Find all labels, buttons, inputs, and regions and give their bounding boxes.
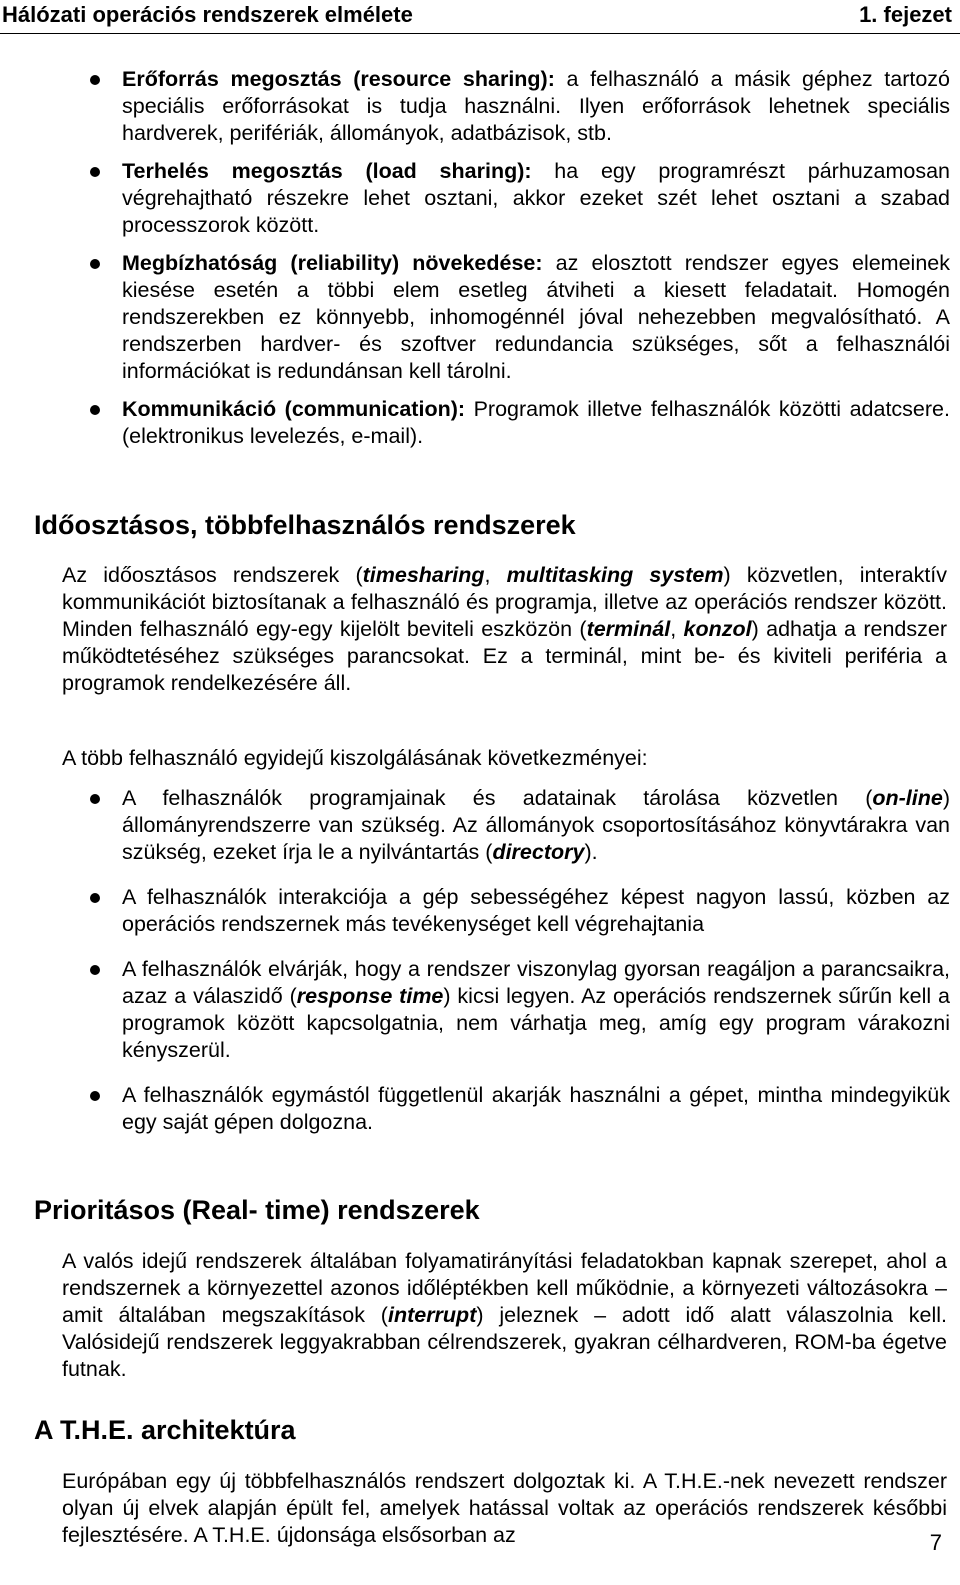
paragraph-consequences-intro: A több felhasználó egyidejű kiszolgálásának következményei: [62, 746, 648, 770]
bullet-icon [90, 794, 100, 804]
list-item: Terhelés megosztás (load sharing): ha egy programrészt párhuzamosan végrehajtható részekre lehet osztani, akkor ezeket szét lehet osztani a szabad processzorok között. [90, 158, 950, 239]
document-title: Hálózati operációs rendszerek elmélete [2, 2, 413, 27]
paragraph-timesharing: Az időosztásos rendszerek (timesharing, multitasking system) közvetlen, interaktív kommunikációt biztosítanak a felhasználó és programja, illetve az operációs rendszer között. Minden felhasználó egy-egy kijelölt beviteli eszközön (terminál, konzol) adhatja a rendszer működtetéséhez szükséges parancsokat. Ez a terminál, mint be- és kiviteli periféria a programok rendelkezésére áll. [62, 563, 948, 695]
list-item: Megbízhatóság (reliability) növekedése: az elosztott rendszer egyes elemeinek kiesése esetén a többi elem esetleg átviheti a kiesett feladatait. Homogén rendszerekben ez könnyebb, inhomogénnél jóval nehezebben megvalósítható. A rendszerben hardver- és szoftver redundancia szükséges, sőt a felhasználói információkat is redundánsan kell tárolni. [90, 250, 950, 385]
bullet-icon [90, 405, 100, 415]
feature-list [90, 66, 950, 461]
section-heading-the: A T.H.E. architektúra [34, 1415, 296, 1445]
bullet-icon [90, 167, 100, 177]
page-header [0, 0, 960, 34]
bullet-icon [90, 893, 100, 903]
paragraph-the: Európában egy új többfelhasználós rendszert dolgoztak ki. A T.H.E.-nek nevezett rendszer olyan új elvek alapján épült fel, amelyek hatással voltak az operációs rendszerek későbbi fejlesztésére. A T.H.E. újdonsága elsősorban az [62, 1469, 947, 1547]
list-item: Erőforrás megosztás (resource sharing): a felhasználó a másik géphez tartozó speciális erőforrásokat is tudja használni. Ilyen erőforrások lehetnek speciális hardverek, perifériák, állományok, adatbázisok, stb. [90, 66, 950, 147]
list-item: A felhasználók programjainak és adatainak tárolása közvetlen (on-line) állományrendszerre van szükség. Az állományok csoportosításához könyvtárakra van szükség, ezeket írja le a nyilvántartás (directory). [90, 785, 950, 866]
list-item: A felhasználók interakciója a gép sebességéhez képest nagyon lassú, közben az operációs rendszernek más tevékenységet kell végrehajtania [90, 884, 950, 938]
section-heading-timesharing: Időosztásos, többfelhasználós rendszerek [34, 510, 576, 540]
chapter-label: 1. fejezet [859, 2, 952, 27]
section-heading-realtime: Prioritásos (Real- time) rendszerek [34, 1195, 480, 1225]
bullet-icon [90, 75, 100, 85]
consequences-list [90, 785, 950, 1154]
bullet-icon [90, 1091, 100, 1101]
paragraph-realtime: A valós idejű rendszerek általában folyamatirányítási feladatokban kapnak szerepet, ahol a rendszernek a környezettel azonos időléptékben kell működnie, a környezeti változásokra – amit általában megszakítások (interrupt) jeleznek – adott idő alatt válaszolnia kell. Valósidejű rendszerek leggyakrabban célrendszerek, gyakran célhardveren, ROM-ba égetve futnak. [62, 1249, 947, 1381]
page-number: 7 [929, 1530, 942, 1555]
bullet-icon [90, 965, 100, 975]
list-item: A felhasználók egymástól függetlenül akarják használni a gépet, mintha mindegyikük egy saját gépen dolgozna. [90, 1082, 950, 1136]
list-item: A felhasználók elvárják, hogy a rendszer viszonylag gyorsan reagáljon a parancsaikra, azaz a válaszidő (response time) kicsi legyen. Az operációs rendszernek sűrűn kell a programok között kapcsolgatnia, nem várhatja meg, amíg egy program várakozni kényszerül. [90, 956, 950, 1064]
bullet-icon [90, 259, 100, 269]
list-item: Kommunikáció (communication): Programok illetve felhasználók közötti adatcsere. (elektronikus levelezés, e-mail). [90, 396, 950, 450]
